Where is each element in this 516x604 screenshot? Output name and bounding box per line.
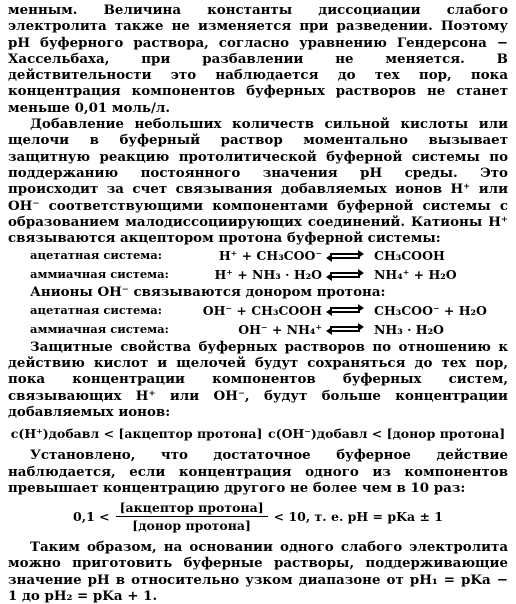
reaction-label: аммиачная система: bbox=[30, 321, 169, 336]
reactions-h-plus bbox=[8, 246, 508, 284]
reaction-products: CH₃COOH bbox=[374, 248, 445, 264]
reaction-label: аммиачная система: bbox=[30, 267, 169, 282]
paragraph-acid-base-addition: Добавление небольших количеств сильной кислоты или щелочи в буферный раствор моментально вызывает защитную реакцию протолитической буферной системы по поддержанию постоянного значения pH среды. Это происходит за счет связывания добавляемых ионов H⁺ или OH⁻ соответствующими компонентами буферной системы с образованием малодиссоциирующих соединений. Катионы H⁺ связываются акцептором протона буферной системы: bbox=[8, 116, 508, 247]
reaction-reactants: OH⁻ + NH₄⁺ bbox=[238, 321, 322, 337]
fraction bbox=[116, 500, 268, 533]
equilibrium-arrow-icon bbox=[322, 269, 368, 281]
reaction-reactants: OH⁻ + CH₃COOH bbox=[202, 302, 322, 318]
reaction-products: NH₄⁺ + H₂O bbox=[374, 267, 457, 283]
reaction-products: CH₃COO⁻ + H₂O bbox=[374, 302, 487, 318]
paragraph-protective-properties: Защитные свойства буферных растворов по отношению к действию кислот и щелочей будут сохраняться до тех пор, пока концентрации компонентов буферных систем, связывающих H⁺ или OH⁻, будут больше концентрации добавляемых ионов: bbox=[8, 338, 508, 420]
reaction-reactants: H⁺ + NH₃ · H₂O bbox=[214, 267, 322, 283]
inequality-oh-minus: c(OH⁻)добавл < [донор протона] bbox=[268, 426, 506, 442]
paragraph-dissociation-constant: менным. Величина константы диссоциации слабого электролита также не изменяется при разведении. Поэтому pH буферного раствора, согласно уравнению Гендерсона − Хассельбаха, при разбавлении не меняется. В действительности это наблюдается до тех пор, пока концентрация компонентов буферных растворов не станет меньше 0,01 моль/л. bbox=[8, 2, 508, 116]
reaction-row bbox=[8, 320, 508, 339]
reaction-row bbox=[8, 301, 508, 320]
reaction-label: ацетатная система: bbox=[30, 302, 162, 317]
formula-right: < 10, т. е. pH = pKa ± 1 bbox=[273, 509, 443, 525]
equilibrium-arrow-icon bbox=[322, 323, 368, 335]
formula-left: 0,1 < bbox=[73, 509, 110, 525]
inequality-h-plus: c(H⁺)добавл < [акцептор протона] bbox=[10, 426, 263, 442]
reaction-products: NH₃ · H₂O bbox=[374, 321, 444, 337]
reaction-reactants: H⁺ + CH₃COO⁻ bbox=[218, 248, 322, 264]
buffer-ratio-formula bbox=[8, 500, 508, 533]
equilibrium-arrow-icon bbox=[322, 304, 368, 316]
reactions-oh-minus bbox=[8, 301, 508, 339]
paragraph-buffer-ratio: Установлено, что достаточное буферное действие наблюдается, если концентрация одного из компонентов превышает концентрацию другого не более чем в 10 раз: bbox=[8, 447, 508, 496]
paragraph-conclusion: Таким образом, на основании одного слабого электролита можно приготовить буферные растворы, поддерживающие значение pH в относительно узком диапазоне от pH₁ = pKa − 1 до pH₂ = pKa + 1. bbox=[8, 539, 508, 604]
reaction-row bbox=[8, 265, 508, 284]
fraction-denominator: [донор протона] bbox=[132, 518, 251, 534]
inequalities-row bbox=[8, 426, 508, 441]
paragraph-oh-binding: Анионы OH⁻ связываются донором протона: bbox=[30, 284, 386, 301]
reaction-row bbox=[8, 246, 508, 265]
reaction-label: ацетатная система: bbox=[30, 248, 162, 263]
fraction-numerator: [акцептор протона] bbox=[116, 500, 268, 517]
equilibrium-arrow-icon bbox=[322, 250, 368, 262]
